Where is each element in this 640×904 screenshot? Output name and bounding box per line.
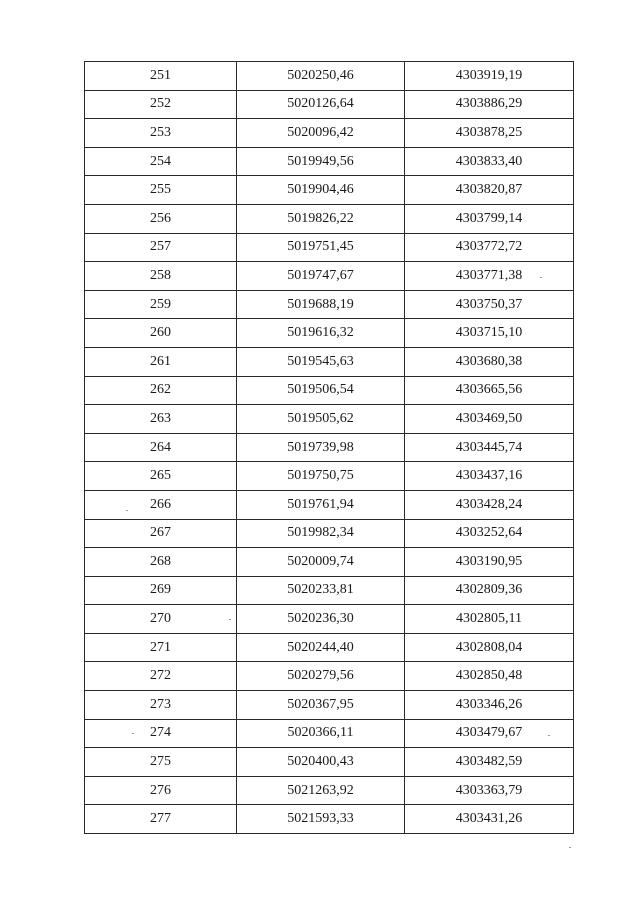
table-row xyxy=(85,490,574,519)
y-coordinate-cell: 4303886,29 xyxy=(405,90,574,119)
y-coordinate-cell: 4303445,74 xyxy=(405,433,574,462)
table-row xyxy=(85,662,574,691)
table-row xyxy=(85,605,574,634)
coordinates-table-body xyxy=(85,62,574,834)
x-coordinate-cell: 5019545,63 xyxy=(237,347,405,376)
table-row xyxy=(85,119,574,148)
y-coordinate-cell: 4303750,37 xyxy=(405,290,574,319)
y-coordinate-cell: 4303469,50 xyxy=(405,405,574,434)
y-coordinate-cell: 4303665,56 xyxy=(405,376,574,405)
table-row xyxy=(85,233,574,262)
x-coordinate-cell: 5020236,30 xyxy=(237,605,405,634)
table-row xyxy=(85,319,574,348)
x-coordinate-cell: 5020244,40 xyxy=(237,633,405,662)
x-coordinate-cell: 5021593,33 xyxy=(237,805,405,834)
point-number-cell: 261 xyxy=(85,347,237,376)
table-row xyxy=(85,462,574,491)
table-row xyxy=(85,405,574,434)
y-coordinate-cell: 4303190,95 xyxy=(405,548,574,577)
x-coordinate-cell: 5020009,74 xyxy=(237,548,405,577)
point-number-cell: 251 xyxy=(85,62,237,91)
x-coordinate-cell: 5019761,94 xyxy=(237,490,405,519)
x-coordinate-cell: 5020233,81 xyxy=(237,576,405,605)
x-coordinate-cell: 5019506,54 xyxy=(237,376,405,405)
coordinates-table xyxy=(84,61,574,834)
x-coordinate-cell: 5019750,75 xyxy=(237,462,405,491)
y-coordinate-cell: 4303820,87 xyxy=(405,176,574,205)
table-row xyxy=(85,176,574,205)
y-coordinate-cell: 4303772,72 xyxy=(405,233,574,262)
point-number-cell: 258 xyxy=(85,262,237,291)
point-number-cell: 257 xyxy=(85,233,237,262)
point-number-cell: 260 xyxy=(85,319,237,348)
table-row xyxy=(85,805,574,834)
point-number-cell: 272 xyxy=(85,662,237,691)
table-row xyxy=(85,262,574,291)
x-coordinate-cell: 5020096,42 xyxy=(237,119,405,148)
table-row xyxy=(85,376,574,405)
y-coordinate-cell: 4303252,64 xyxy=(405,519,574,548)
x-coordinate-cell: 5020279,56 xyxy=(237,662,405,691)
x-coordinate-cell: 5019505,62 xyxy=(237,405,405,434)
scan-speck xyxy=(126,510,128,511)
y-coordinate-cell: 4302808,04 xyxy=(405,633,574,662)
y-coordinate-cell: 4303799,14 xyxy=(405,204,574,233)
point-number-cell: 255 xyxy=(85,176,237,205)
table-row xyxy=(85,147,574,176)
point-number-cell: 266 xyxy=(85,490,237,519)
table-row xyxy=(85,347,574,376)
y-coordinate-cell: 4302809,36 xyxy=(405,576,574,605)
y-coordinate-cell: 4303437,16 xyxy=(405,462,574,491)
table-row xyxy=(85,290,574,319)
x-coordinate-cell: 5019616,32 xyxy=(237,319,405,348)
point-number-cell: 263 xyxy=(85,405,237,434)
x-coordinate-cell: 5019982,34 xyxy=(237,519,405,548)
x-coordinate-cell: 5020400,43 xyxy=(237,748,405,777)
y-coordinate-cell: 4303919,19 xyxy=(405,62,574,91)
x-coordinate-cell: 5019688,19 xyxy=(237,290,405,319)
y-coordinate-cell: 4303479,67 xyxy=(405,719,574,748)
y-coordinate-cell: 4303346,26 xyxy=(405,691,574,720)
table-row xyxy=(85,776,574,805)
table-row xyxy=(85,204,574,233)
x-coordinate-cell: 5020126,64 xyxy=(237,90,405,119)
point-number-cell: 268 xyxy=(85,548,237,577)
point-number-cell: 276 xyxy=(85,776,237,805)
point-number-cell: 267 xyxy=(85,519,237,548)
point-number-cell: 259 xyxy=(85,290,237,319)
scan-speck xyxy=(132,733,134,734)
table-row xyxy=(85,548,574,577)
y-coordinate-cell: 4303680,38 xyxy=(405,347,574,376)
point-number-cell: 271 xyxy=(85,633,237,662)
x-coordinate-cell: 5020367,95 xyxy=(237,691,405,720)
point-number-cell: 273 xyxy=(85,691,237,720)
x-coordinate-cell: 5019826,22 xyxy=(237,204,405,233)
y-coordinate-cell: 4302805,11 xyxy=(405,605,574,634)
point-number-cell: 253 xyxy=(85,119,237,148)
scan-speck xyxy=(229,619,231,620)
table-row xyxy=(85,433,574,462)
x-coordinate-cell: 5019747,67 xyxy=(237,262,405,291)
y-coordinate-cell: 4303482,59 xyxy=(405,748,574,777)
y-coordinate-cell: 4303715,10 xyxy=(405,319,574,348)
scan-speck xyxy=(569,847,571,848)
table-row xyxy=(85,691,574,720)
x-coordinate-cell: 5019751,45 xyxy=(237,233,405,262)
y-coordinate-cell: 4303878,25 xyxy=(405,119,574,148)
point-number-cell: 275 xyxy=(85,748,237,777)
scan-speck xyxy=(548,735,550,736)
y-coordinate-cell: 4303431,26 xyxy=(405,805,574,834)
y-coordinate-cell: 4303363,79 xyxy=(405,776,574,805)
x-coordinate-cell: 5020366,11 xyxy=(237,719,405,748)
x-coordinate-cell: 5020250,46 xyxy=(237,62,405,91)
table-row xyxy=(85,748,574,777)
point-number-cell: 269 xyxy=(85,576,237,605)
table-row xyxy=(85,519,574,548)
x-coordinate-cell: 5019949,56 xyxy=(237,147,405,176)
table-row xyxy=(85,633,574,662)
x-coordinate-cell: 5021263,92 xyxy=(237,776,405,805)
point-number-cell: 277 xyxy=(85,805,237,834)
point-number-cell: 264 xyxy=(85,433,237,462)
point-number-cell: 265 xyxy=(85,462,237,491)
x-coordinate-cell: 5019739,98 xyxy=(237,433,405,462)
y-coordinate-cell: 4302850,48 xyxy=(405,662,574,691)
y-coordinate-cell: 4303771,38 xyxy=(405,262,574,291)
point-number-cell: 254 xyxy=(85,147,237,176)
scan-speck xyxy=(540,277,542,278)
table-row xyxy=(85,719,574,748)
point-number-cell: 262 xyxy=(85,376,237,405)
point-number-cell: 270 xyxy=(85,605,237,634)
point-number-cell: 256 xyxy=(85,204,237,233)
x-coordinate-cell: 5019904,46 xyxy=(237,176,405,205)
table-row xyxy=(85,576,574,605)
table-row xyxy=(85,62,574,91)
table-row xyxy=(85,90,574,119)
y-coordinate-cell: 4303428,24 xyxy=(405,490,574,519)
point-number-cell: 252 xyxy=(85,90,237,119)
y-coordinate-cell: 4303833,40 xyxy=(405,147,574,176)
point-number-cell: 274 xyxy=(85,719,237,748)
